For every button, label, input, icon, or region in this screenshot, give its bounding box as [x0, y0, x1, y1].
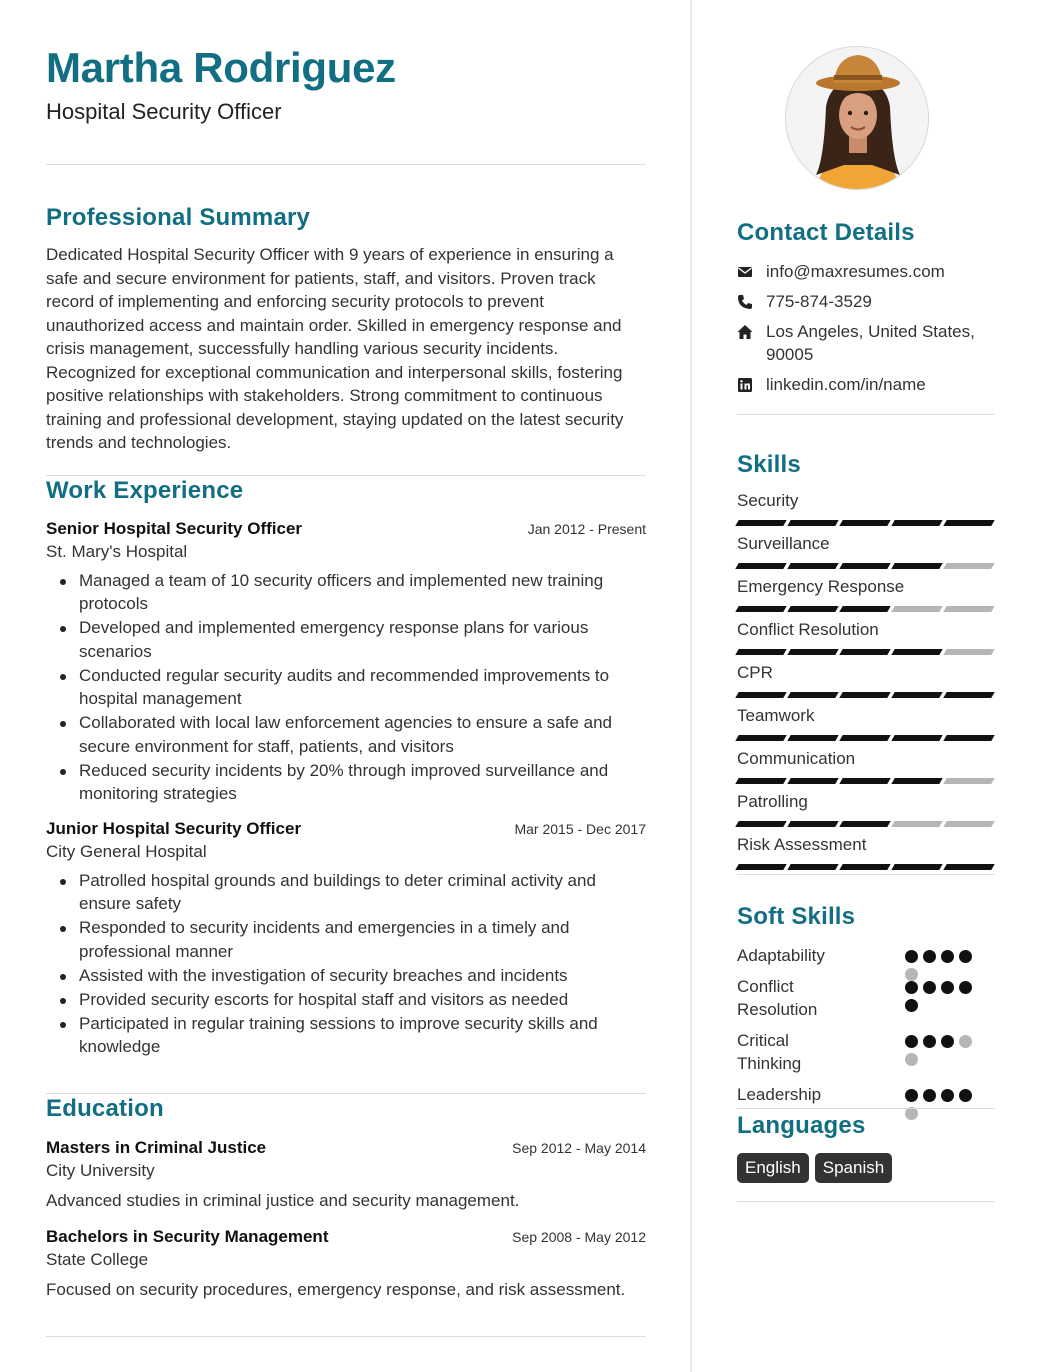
- rating-dot: [905, 950, 918, 963]
- contact-phone[interactable]: [737, 290, 995, 313]
- skills-list: [737, 490, 995, 877]
- skill-level-segment: [787, 692, 838, 698]
- skill-level-segment: [839, 778, 890, 784]
- skill-level-segment: [735, 735, 786, 741]
- skill-name: Communication: [737, 749, 856, 768]
- skill-item: [737, 576, 995, 619]
- rating-dot: [905, 1089, 918, 1102]
- soft-skill-level-dots: [905, 1035, 977, 1066]
- section-divider: [737, 1108, 995, 1109]
- contact-address: [737, 320, 995, 366]
- skill-level-segment: [891, 735, 942, 741]
- skill-item: [737, 748, 995, 791]
- soft-skill-name: Critical Thinking: [737, 1031, 802, 1073]
- skill-item: [737, 662, 995, 705]
- skill-level-segment: [787, 735, 838, 741]
- experience-heading: Work Experience: [46, 476, 244, 504]
- skill-level-bar: [737, 649, 995, 655]
- list-item: Managed a team of 10 security officers and implemented new training protocols: [46, 569, 646, 616]
- skill-item: [737, 533, 995, 576]
- skill-item: [737, 705, 995, 748]
- skill-level-segment: [891, 821, 942, 827]
- skill-level-segment: [839, 520, 890, 526]
- skill-level-segment: [891, 649, 942, 655]
- rating-dot: [923, 1089, 936, 1102]
- education-heading: Education: [46, 1094, 164, 1122]
- rating-dot: [941, 981, 954, 994]
- portrait-illustration: [786, 47, 929, 190]
- soft-skills-list: [737, 944, 995, 1114]
- school-name: State College: [46, 1250, 149, 1269]
- contact-phone-text: 775-874-3529: [766, 292, 872, 311]
- skill-level-segment: [839, 735, 890, 741]
- job-entry: [46, 518, 646, 806]
- list-item: Provided security escorts for hospital staff and visitors as needed: [46, 988, 646, 1012]
- rating-dot: [923, 981, 936, 994]
- skill-level-segment: [943, 563, 994, 569]
- contact-heading: Contact Details: [737, 219, 915, 246]
- skill-level-segment: [787, 864, 838, 870]
- skill-item: [737, 490, 995, 533]
- contact-linkedin-text: linkedin.com/in/name: [766, 375, 926, 394]
- job-date: Jan 2012 - Present: [527, 520, 646, 537]
- skill-level-bar: [737, 520, 995, 526]
- contact-email[interactable]: [737, 260, 995, 283]
- soft-skill-name: Adaptability: [737, 946, 825, 965]
- section-divider: [737, 414, 995, 415]
- list-item: Patrolled hospital grounds and buildings to deter criminal activity and ensure safety: [46, 869, 646, 916]
- rating-dot: [923, 950, 936, 963]
- list-item: Responded to security incidents and emergencies in a timely and professional manner: [46, 916, 646, 963]
- languages-heading: Languages: [737, 1112, 866, 1139]
- soft-skills-section: [737, 902, 995, 1114]
- skill-level-bar: [737, 563, 995, 569]
- skill-level-segment: [787, 520, 838, 526]
- rating-dot: [959, 950, 972, 963]
- skill-level-segment: [787, 778, 838, 784]
- skill-name: Teamwork: [737, 706, 815, 725]
- list-item: Assisted with the investigation of security breaches and incidents: [46, 964, 646, 988]
- soft-skill-item: [737, 1029, 995, 1083]
- main-column: [46, 40, 646, 1337]
- rating-dot: [941, 950, 954, 963]
- skill-level-segment: [735, 520, 786, 526]
- soft-skill-name: Leadership: [737, 1085, 822, 1104]
- skill-level-bar: [737, 692, 995, 698]
- languages-section: [737, 1108, 995, 1202]
- soft-skills-heading: Soft Skills: [737, 903, 856, 930]
- rating-dot: [905, 981, 918, 994]
- skill-level-segment: [787, 821, 838, 827]
- skill-level-segment: [839, 821, 890, 827]
- skill-level-segment: [735, 864, 786, 870]
- job-bullets: [46, 569, 646, 806]
- skills-heading: Skills: [737, 451, 801, 478]
- skill-item: [737, 791, 995, 834]
- education-date: Sep 2012 - May 2014: [512, 1139, 646, 1156]
- skill-name: Patrolling: [737, 792, 808, 811]
- skill-level-segment: [839, 563, 890, 569]
- education-description: Advanced studies in criminal justice and security management.: [46, 1190, 520, 1210]
- school-name: City University: [46, 1160, 155, 1180]
- list-item: Participated in regular training sessions to improve security skills and knowledge: [46, 1012, 646, 1059]
- experience-section: [46, 476, 646, 1059]
- list-item: Developed and implemented emergency response plans for various scenarios: [46, 616, 646, 663]
- skill-level-bar: [737, 864, 995, 870]
- contact-list: [737, 260, 995, 396]
- envelope-icon: [737, 260, 766, 283]
- profile-photo: [785, 46, 929, 190]
- list-item: Reduced security incidents by 20% through improved surveillance and monitoring strategies: [46, 759, 646, 806]
- skill-level-segment: [943, 864, 994, 870]
- skills-section: [737, 450, 995, 875]
- skill-level-bar: [737, 821, 995, 827]
- skill-level-segment: [891, 606, 942, 612]
- skill-item: [737, 619, 995, 662]
- job-title: Senior Hospital Security Officer: [46, 518, 303, 538]
- skill-name: Security: [737, 491, 799, 510]
- skill-level-segment: [891, 563, 942, 569]
- education-section: [46, 1094, 646, 1302]
- skill-level-segment: [839, 864, 890, 870]
- rating-dot: [905, 999, 918, 1012]
- candidate-name: Martha Rodriguez: [46, 44, 396, 91]
- rating-dot: [905, 1035, 918, 1048]
- summary-text: Dedicated Hospital Security Officer with 9 years of experience in ensuring a safe and secure environment for patients, staff, and visitors. Proven track record of implementing and enforcing security protocols to prevent unauthorized access and maintain order. Skilled in emergency response and crisis management, successfully handling various security incidents. Recognized for exceptional communication and interpersonal skills, fostering positive relationships with stakeholders. Strong commitment to continuous training and professional development, staying updated on the latest security trends and technologies.: [46, 245, 624, 452]
- degree-title: Masters in Criminal Justice: [46, 1137, 267, 1157]
- education-entry: [46, 1226, 646, 1302]
- skill-level-segment: [891, 864, 942, 870]
- summary-section: [46, 203, 646, 455]
- skill-level-segment: [891, 692, 942, 698]
- job-title: Junior Hospital Security Officer: [46, 818, 302, 838]
- contact-linkedin[interactable]: [737, 373, 995, 396]
- education-entry: [46, 1137, 646, 1213]
- list-item: Collaborated with local law enforcement agencies to ensure a safe and secure environment for staff, patients, and visitors: [46, 711, 646, 758]
- home-icon: [737, 320, 766, 343]
- job-employer: City General Hospital: [46, 841, 207, 861]
- skill-level-bar: [737, 778, 995, 784]
- skill-name: Emergency Response: [737, 577, 905, 596]
- job-employer: St. Mary's Hospital: [46, 541, 188, 561]
- skill-level-segment: [735, 692, 786, 698]
- skill-name: Conflict Resolution: [737, 620, 879, 639]
- rating-dot: [905, 1053, 918, 1066]
- education-description: Focused on security procedures, emergency response, and risk assessment.: [46, 1280, 626, 1299]
- soft-skill-level-dots: [905, 981, 977, 1012]
- job-date: Mar 2015 - Dec 2017: [514, 820, 646, 837]
- rating-dot: [941, 1035, 954, 1048]
- skill-level-bar: [737, 606, 995, 612]
- soft-skill-item: [737, 975, 995, 1029]
- skill-level-segment: [943, 778, 994, 784]
- rating-dot: [941, 1089, 954, 1102]
- skill-level-segment: [839, 606, 890, 612]
- section-divider: [737, 874, 995, 875]
- skill-level-segment: [943, 520, 994, 526]
- skill-level-segment: [735, 563, 786, 569]
- section-divider: [737, 1201, 995, 1202]
- skill-level-segment: [735, 606, 786, 612]
- skill-level-segment: [735, 821, 786, 827]
- contact-email-text: info@maxresumes.com: [766, 262, 945, 281]
- job-bullets: [46, 869, 646, 1059]
- contact-section: [737, 218, 995, 415]
- education-date: Sep 2008 - May 2012: [512, 1229, 646, 1245]
- skill-name: CPR: [737, 663, 773, 682]
- skill-level-segment: [943, 692, 994, 698]
- phone-icon: [737, 290, 766, 313]
- skill-level-bar: [737, 735, 995, 741]
- soft-skill-name: Conflict Resolution: [737, 977, 818, 1019]
- job-entry: [46, 818, 646, 1059]
- skill-level-segment: [735, 649, 786, 655]
- skill-name: Surveillance: [737, 534, 830, 553]
- skill-level-segment: [787, 606, 838, 612]
- section-divider: [46, 164, 646, 165]
- skill-name: Risk Assessment: [737, 835, 867, 854]
- rating-dot: [959, 1035, 972, 1048]
- skill-level-segment: [943, 821, 994, 827]
- list-item: Conducted regular security audits and recommended improvements to hospital management: [46, 664, 646, 711]
- language-tag: Spanish: [815, 1153, 892, 1183]
- soft-skill-item: [737, 944, 995, 975]
- skill-level-segment: [735, 778, 786, 784]
- linkedin-icon: [737, 373, 766, 396]
- language-tags: [737, 1153, 995, 1183]
- skill-level-segment: [891, 778, 942, 784]
- candidate-title: Hospital Security Officer: [46, 99, 282, 124]
- skill-level-segment: [839, 692, 890, 698]
- contact-address-text: Los Angeles, United States, 90005: [766, 322, 975, 364]
- summary-heading: Professional Summary: [46, 204, 311, 231]
- skill-level-segment: [891, 520, 942, 526]
- section-divider: [46, 1336, 646, 1337]
- skill-level-segment: [943, 649, 994, 655]
- rating-dot: [923, 1035, 936, 1048]
- skill-level-segment: [787, 649, 838, 655]
- rating-dot: [959, 1089, 972, 1102]
- column-divider: [690, 0, 692, 1372]
- rating-dot: [959, 981, 972, 994]
- degree-title: Bachelors in Security Management: [46, 1227, 329, 1246]
- skill-item: [737, 834, 995, 877]
- skill-level-segment: [839, 649, 890, 655]
- skill-level-segment: [943, 606, 994, 612]
- skill-level-segment: [943, 735, 994, 741]
- skill-level-segment: [787, 563, 838, 569]
- language-tag: English: [737, 1153, 809, 1183]
